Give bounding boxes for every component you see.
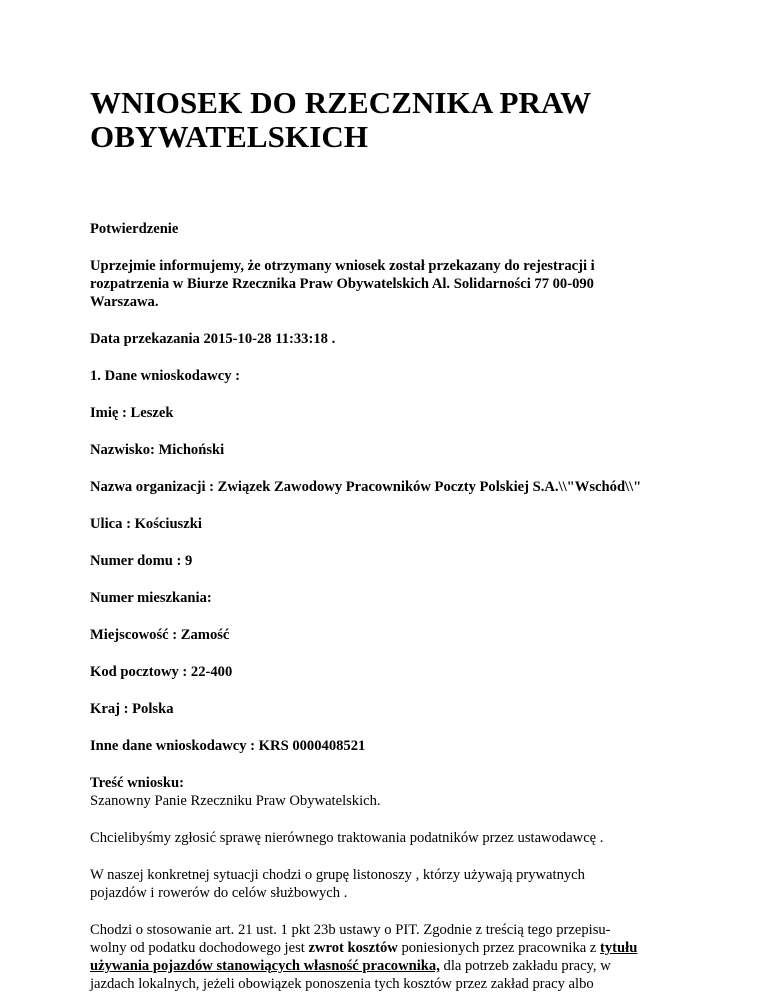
paragraph-3-line-3b: dla potrzeb zakładu pracy, w — [439, 958, 611, 974]
organization-field: Nazwa organizacji : Związek Zawodowy Pracowników Poczty Polskiej S.A.\\"Wschód\\" — [90, 479, 642, 495]
confirmation-line-1: Uprzejmie informujemy, że otrzymany wniosek został przekazany do rejestracji i — [90, 258, 595, 274]
country-field: Kraj : Polska — [90, 701, 174, 717]
paragraph-3-line-1: Chodzi o stosowanie art. 21 ust. 1 pkt 23b ustawy o PIT. Zgodnie z treścią tego przepisu- — [90, 922, 611, 938]
paragraph-3-underlined-vehicles: używania pojazdów stanowiących własność pracownika, — [90, 958, 440, 974]
greeting: Szanowny Panie Rzeczniku Praw Obywatelskich. — [90, 793, 381, 809]
paragraph-2-line-2: pojazdów i rowerów do celów służbowych . — [90, 885, 348, 901]
house-number-field: Numer domu : 9 — [90, 553, 193, 569]
street-field: Ulica : Kościuszki — [90, 516, 202, 532]
city-field: Miejscowość : Zamość — [90, 627, 230, 643]
section-applicant-heading: 1. Dane wnioskodawcy : — [90, 368, 241, 384]
paragraph-3-underlined-title: tytułu — [600, 940, 638, 956]
last-name-field: Nazwisko: Michoński — [90, 442, 225, 458]
confirmation-line-3: Warszawa. — [90, 294, 159, 310]
content-block — [90, 774, 684, 810]
apartment-number-field: Numer mieszkania: — [90, 590, 212, 606]
paragraph-3-line-2a: wolny od podatku dochodowego jest — [90, 940, 309, 956]
paragraph-2 — [90, 866, 684, 902]
confirmation-text — [90, 257, 684, 311]
document-title — [90, 86, 684, 154]
paragraph-3-line-4: jazdach lokalnych, jeżeli obowiązek ponoszenia tych kosztów przez zakład pracy albo — [90, 976, 594, 992]
paragraph-3-bold-refund: zwrot kosztów — [308, 940, 398, 956]
first-name-field: Imię : Leszek — [90, 405, 174, 421]
postal-code-field: Kod pocztowy : 22-400 — [90, 664, 233, 680]
paragraph-2-line-1: W naszej konkretnej sytuacji chodzi o grupę listonoszy , którzy używają prywatnych — [90, 867, 585, 883]
submission-date: Data przekazania 2015-10-28 11:33:18 . — [90, 331, 336, 347]
title-line-2: OBYWATELSKICH — [90, 119, 369, 154]
paragraph-3 — [90, 921, 684, 993]
paragraph-1: Chcielibyśmy zgłosić sprawę nierównego traktowania podatników przez ustawodawcę . — [90, 830, 604, 846]
title-line-1: WNIOSEK DO RZECZNIKA PRAW — [90, 85, 592, 120]
other-data-field: Inne dane wnioskodawcy : KRS 0000408521 — [90, 738, 366, 754]
confirmation-heading: Potwierdzenie — [90, 221, 179, 237]
confirmation-line-2: rozpatrzenia w Biurze Rzecznika Praw Obywatelskich Al. Solidarności 77 00-090 — [90, 276, 594, 292]
content-heading: Treść wniosku: — [90, 775, 184, 791]
paragraph-3-line-2c: poniesionych przez pracownika z — [397, 940, 601, 956]
